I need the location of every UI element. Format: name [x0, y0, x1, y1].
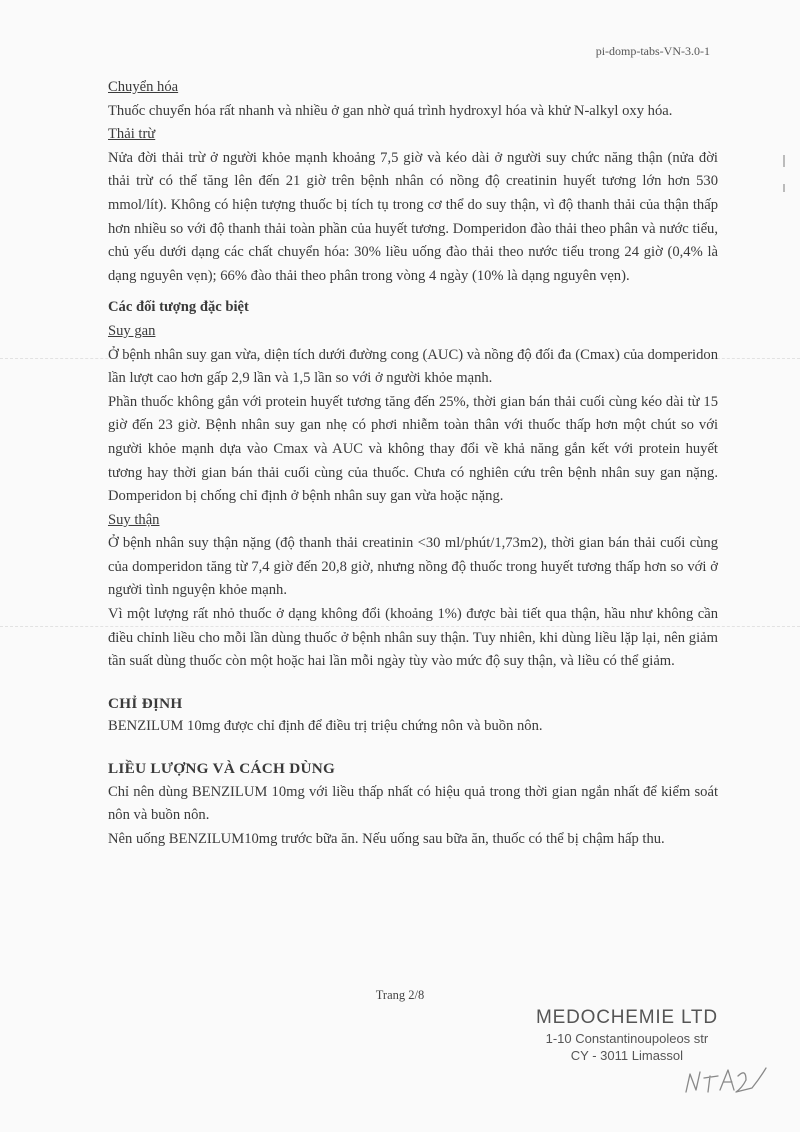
- indications-text: BENZILUM 10mg được chỉ định để điều trị triệu chứng nôn và buồn nôn.: [108, 718, 543, 735]
- document-code: pi-domp-tabs-VN-3.0-1: [595, 44, 710, 58]
- stamp-address-line-2: CY - 3011 Limassol: [570, 1048, 684, 1063]
- stamp-address-line-1: 1-10 Constantinoupoleos str: [545, 1031, 709, 1046]
- section-title-special-populations: Các đối tượng đặc biệt: [108, 299, 249, 316]
- page-content: [108, 76, 718, 851]
- elimination-text: Nửa đời thải trừ ở người khỏe mạnh khoảng 7,5 giờ và kéo dài ở người suy chức năng thận (nửa đời thải trừ có thể tăng lên đến 21 giờ trên bệnh nhân có nồng độ creatinin huyết tương lớn hơn 530 mmol/lít). Không có hiện tượng thuốc bị tích tụ trong cơ thể do suy thận, vì độ thanh thải của thận thấp hơn nhiều so với độ thanh thải toàn phần của huyết tương. Domperidon đào thải theo phân và nước tiểu, chủ yếu dưới dạng các chất chuyển hóa: 30% liều uống đào thải theo nước tiểu trong 24 giờ (0,4% là dạng nguyên vẹn); 66% đào thải theo phân trong vòng 4 ngày (10% là dạng nguyên vẹn).: [108, 149, 718, 284]
- stamp-company-name: MEDOCHEMIE LTD: [536, 1007, 718, 1028]
- section-title-elimination: Thải trừ: [108, 126, 156, 143]
- page-number: Trang 2/8: [375, 988, 425, 1002]
- section-title-indications: CHỈ ĐỊNH: [108, 694, 183, 712]
- section-title-metabolism: Chuyển hóa: [108, 79, 179, 95]
- renal-paragraph-1: Ở bệnh nhân suy thận nặng (độ thanh thải creatinin <30 ml/phút/1,73m2), thời gian bán thải cuối cùng của domperidon tăng từ 7,4 giờ đến 20,8 giờ, nhưng nồng độ thuốc trong huyết tương thấp hơn so với ở người tình nguyện khỏe mạnh.: [108, 535, 718, 599]
- hepatic-paragraph-1: Ở bệnh nhân suy gan vừa, diện tích dưới đường cong (AUC) và nồng độ đối đa (Cmax) của domperidon lần lượt cao hơn gấp 2,9 lần và 1,5 lần so với ở người khỏe mạnh.: [108, 346, 718, 387]
- scan-margin-mark: [783, 184, 785, 192]
- dosage-paragraph-2: Nên uống BENZILUM10mg trước bữa ăn. Nếu uống sau bữa ăn, thuốc có thể bị chậm hấp thu.: [108, 830, 665, 847]
- section-title-dosage: LIỀU LƯỢNG VÀ CÁCH DÙNG: [108, 760, 336, 778]
- scan-margin-mark: [783, 155, 785, 167]
- hepatic-paragraph-2: Phần thuốc không gắn với protein huyết tương tăng đến 25%, thời gian bán thải cuối cùng kéo dài từ 15 giờ đến 23 giờ. Bệnh nhân suy gan nhẹ có phơi nhiễm toàn thân với thuốc thấp hơn một chút so với người khỏe mạnh dựa vào Cmax và AUC và không thay đổi về khả năng gắn kết với protein huyết tương hay thời gian bán thải cuối cùng của thuốc. Chưa có nghiên cứu trên bệnh nhân suy gan nặng. Domperidon bị chống chỉ định ở bệnh nhân suy gan vừa hoặc nặng.: [108, 393, 718, 505]
- metabolism-text: Thuốc chuyển hóa rất nhanh và nhiều ở gan nhờ quá trình hydroxyl hóa và khử N-alkyl oxy hóa.: [108, 102, 673, 119]
- renal-paragraph-2: Vì một lượng rất nhỏ thuốc ở dạng không đổi (khoảng 1%) được bài tiết qua thận, hầu như không cần điều chỉnh liều cho mỗi lần dùng thuốc ở bệnh nhân suy thận. Tuy nhiên, khi dùng liều lặp lại, nên giảm tần suất dùng thuốc còn một hoặc hai lần mỗi ngày tùy vào mức độ suy thận, và liều có thể giảm.: [108, 606, 718, 670]
- subsection-title-hepatic: Suy gan: [108, 322, 156, 339]
- company-stamp: [536, 1006, 718, 1064]
- subsection-title-renal: Suy thận: [108, 511, 160, 528]
- dosage-paragraph-1: Chỉ nên dùng BENZILUM 10mg với liều thấp nhất có hiệu quả trong thời gian ngắn nhất để kiểm soát nôn và buồn nôn.: [108, 783, 718, 824]
- handwritten-signature: [680, 1058, 770, 1102]
